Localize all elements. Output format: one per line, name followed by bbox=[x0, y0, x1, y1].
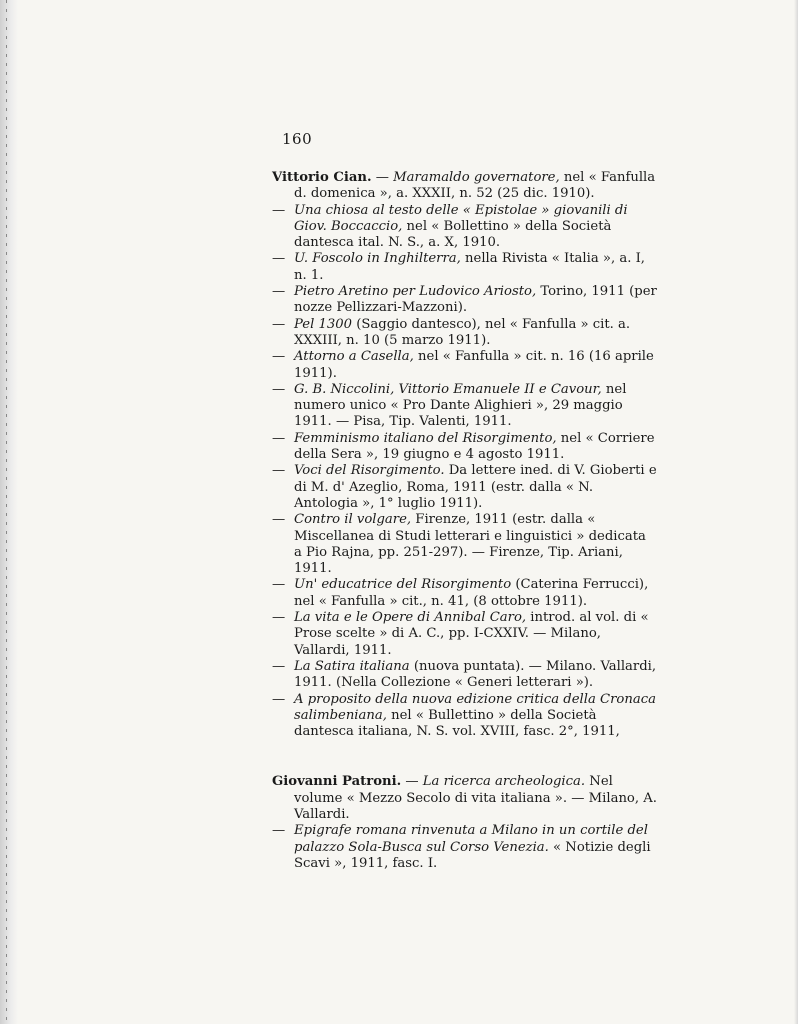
entry-dash: — bbox=[272, 512, 286, 528]
bibliography-entry bbox=[272, 463, 657, 512]
bibliography-entry bbox=[272, 349, 657, 382]
scan-left-edge bbox=[0, 0, 18, 1024]
work-title: U. Foscolo in Inghilterra, bbox=[294, 251, 461, 267]
entry-separator: — bbox=[401, 774, 423, 790]
work-title: Un' educatrice del Risorgimento bbox=[294, 577, 512, 593]
work-title: La vita e le Opere di Annibal Caro, bbox=[294, 610, 527, 626]
entry-dash: — bbox=[272, 610, 286, 626]
page-number: 160 bbox=[282, 130, 313, 148]
entry-dash: — bbox=[272, 381, 286, 397]
bibliography-entry bbox=[272, 284, 657, 317]
work-title: Attorno a Casella, bbox=[294, 349, 414, 365]
bibliography-entry bbox=[272, 251, 657, 284]
work-title: La ricerca archeologica. bbox=[422, 774, 586, 790]
entry-dash: — bbox=[272, 251, 286, 267]
work-details: Firenze, 1911 (estr. dalla « Miscellanea di Studi letterari e linguistici » dedicata a Pio Rajna, pp. 251-297). — Firenze, Tip. Ariani, 1911. bbox=[294, 512, 646, 577]
work-details: Nel volume « Mezzo Secolo di vita italiana ». — Milano, A. Vallardi. bbox=[294, 774, 657, 822]
bibliography-entry bbox=[272, 823, 657, 872]
bibliography-entry bbox=[272, 610, 657, 659]
entry-dash: — bbox=[272, 284, 286, 300]
work-details: (nuova puntata). — Milano. Vallardi, 1911. (Nella Collezione « Generi letterari »). bbox=[294, 658, 657, 691]
bibliography-entry bbox=[272, 203, 657, 252]
work-details: nel « Bollettino » della Società dantesca ital. N. S., a. X, 1910. bbox=[294, 218, 612, 251]
scan-right-edge bbox=[794, 0, 798, 1024]
work-details: nella Rivista « Italia », a. I, n. 1. bbox=[294, 251, 645, 283]
entry-dash: — bbox=[272, 691, 286, 707]
work-details: « Notizie degli Scavi », 1911, fasc. I. bbox=[294, 839, 651, 871]
work-details: Da lettere ined. di V. Gioberti e di M. d' Azeglio, Roma, 1911 (estr. dalla « N. Antologia », 1° luglio 1911). bbox=[294, 463, 657, 511]
author-name: Vittorio Cian. bbox=[272, 170, 372, 185]
work-title: Maramaldo governatore, bbox=[393, 170, 560, 185]
work-details: nel « Corriere della Sera », 19 giugno e 4 agosto 1911. bbox=[294, 430, 655, 463]
entry-dash: — bbox=[272, 463, 286, 479]
work-details: (Saggio dantesco), nel « Fanfulla » cit. a. XXXIII, n. 10 (5 marzo 1911). bbox=[294, 316, 631, 348]
work-title: Voci del Risorgimento. bbox=[294, 463, 445, 479]
entry-separator: — bbox=[371, 170, 394, 185]
work-details: nel « Fanfulla » cit. n. 16 (16 aprile 1911). bbox=[294, 349, 654, 381]
work-title: Una chiosa al testo delle « Epistolae » giovanili di Giov. Boccaccio, bbox=[294, 202, 628, 234]
section-spacer bbox=[272, 740, 657, 774]
author-name: Giovanni Patroni. bbox=[272, 774, 402, 790]
bibliography-entry bbox=[272, 577, 657, 610]
bibliography-entry bbox=[272, 774, 657, 823]
work-details: introd. al vol. di « Prose scelte » di A. C., pp. I-CXXIV. — Milano, Vallardi, 1911. bbox=[294, 610, 649, 658]
bibliography-content bbox=[272, 170, 657, 872]
work-title: Epigrafe romana rinvenuta a Milano in un cortile del palazzo Sola-Busca sul Corso Venezia. bbox=[294, 823, 648, 855]
bibliography-entry bbox=[272, 659, 657, 692]
entry-dash: — bbox=[272, 658, 286, 674]
bibliography-entry bbox=[272, 692, 657, 741]
work-title: G. B. Niccolini, Vittorio Emanuele II e Cavour, bbox=[294, 381, 602, 397]
work-title: Pel 1300 bbox=[294, 316, 353, 332]
work-title: Pietro Aretino per Ludovico Ariosto, bbox=[294, 284, 537, 300]
entry-dash: — bbox=[272, 316, 286, 332]
bibliography-entry bbox=[272, 170, 657, 203]
work-details: nel numero unico « Pro Dante Alighieri », 29 maggio 1911. — Pisa, Tip. Valenti, 1911. bbox=[294, 381, 627, 430]
entry-dash: — bbox=[272, 823, 286, 839]
work-details: nel « Fanfulla d. domenica », a. XXXII, n. 52 (25 dic. 1910). bbox=[294, 170, 656, 202]
work-title: Femminismo italiano del Risorgimento, bbox=[294, 430, 557, 446]
bibliography-section-patroni bbox=[272, 774, 657, 872]
work-title: Contro il volgare, bbox=[294, 512, 412, 528]
bibliography-entry bbox=[272, 431, 657, 464]
work-details: nel « Bullettino » della Società dantesca italiana, N. S. vol. XVIII, fasc. 2°, 1911, bbox=[294, 707, 620, 740]
work-details: Torino, 1911 (per nozze Pellizzari-Mazzoni). bbox=[294, 284, 657, 316]
bibliography-entry bbox=[272, 317, 657, 350]
bibliography-section-cian bbox=[272, 170, 657, 740]
entry-dash: — bbox=[272, 349, 286, 365]
bibliography-entry bbox=[272, 512, 657, 577]
entry-dash: — bbox=[272, 430, 286, 446]
work-details: (Caterina Ferrucci), nel « Fanfulla » cit., n. 41, (8 ottobre 1911). bbox=[294, 577, 649, 609]
bibliography-entry bbox=[272, 382, 657, 431]
work-title: La Satira italiana bbox=[294, 658, 410, 674]
work-title: A proposito della nuova edizione critica della Cronaca salimbeniana, bbox=[294, 691, 656, 723]
entry-dash: — bbox=[272, 202, 286, 218]
entry-dash: — bbox=[272, 577, 286, 593]
